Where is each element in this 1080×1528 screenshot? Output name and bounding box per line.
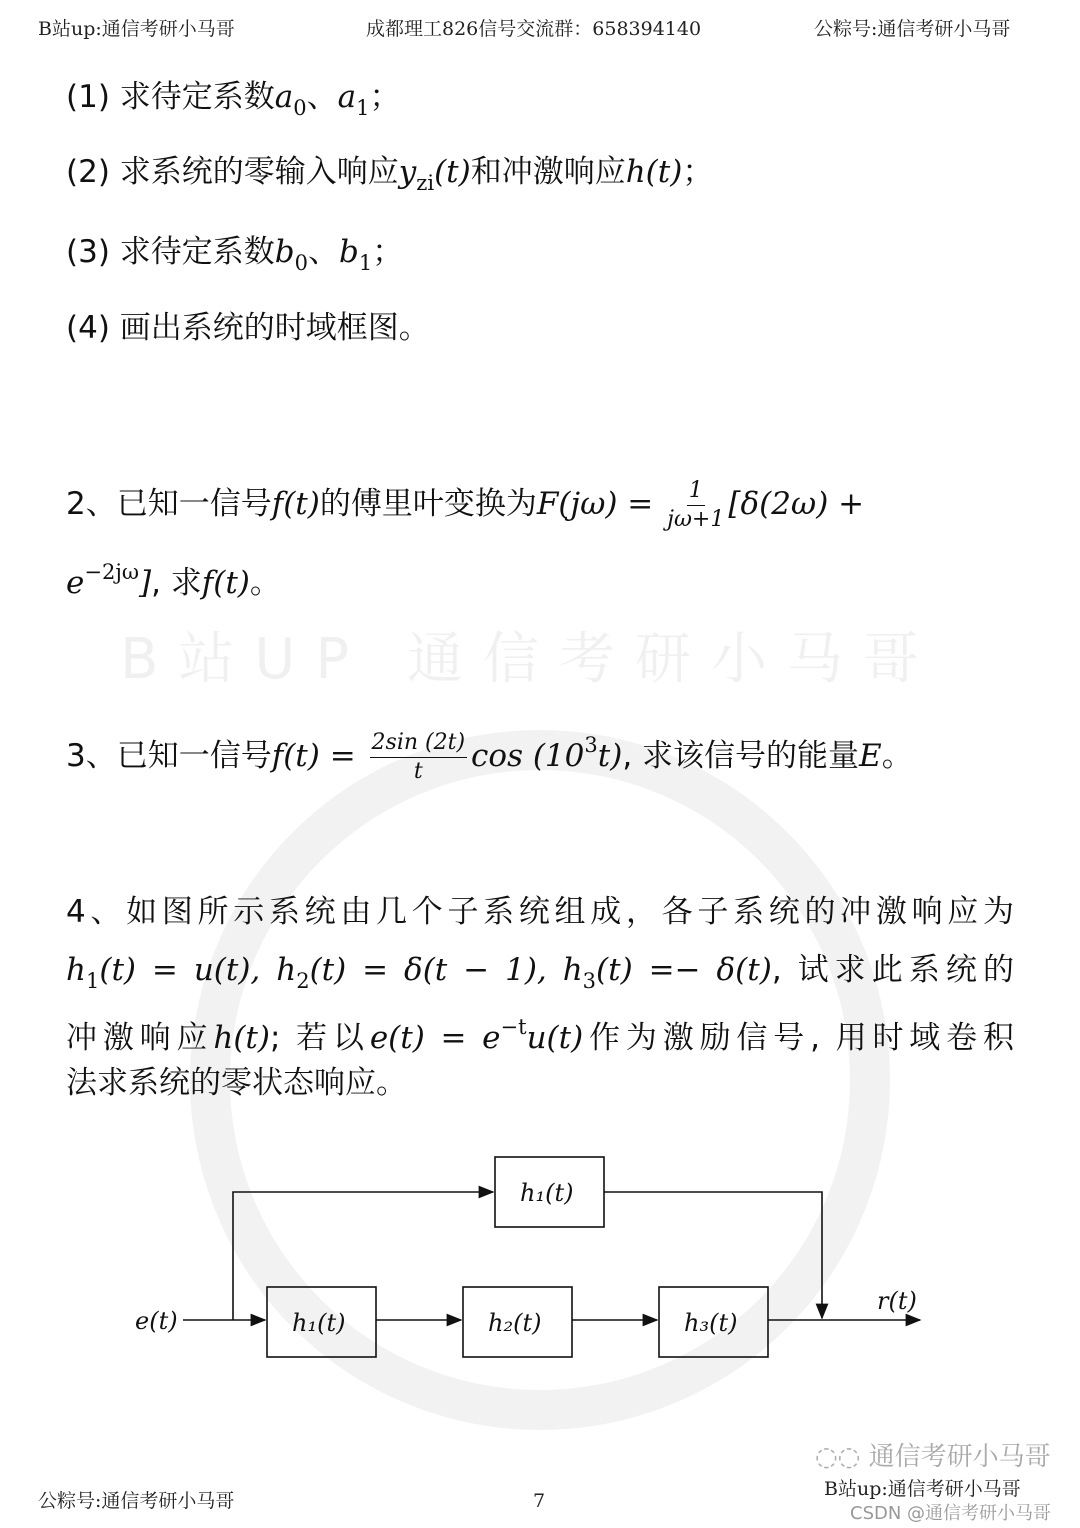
text: 3、已知一信号 xyxy=(66,738,272,774)
block-label: h₃(t) xyxy=(684,1309,738,1337)
text: 冲激响应 xyxy=(66,1020,214,1056)
text: , 试求此系统的 xyxy=(771,952,1014,988)
math: e(t) = e xyxy=(369,1020,501,1056)
denominator: jω+1 xyxy=(667,507,725,532)
text: (2) 求系统的零输入响应 xyxy=(66,154,399,190)
math: 2 xyxy=(296,969,310,993)
math: h(t) xyxy=(625,154,683,190)
math: f(t) = xyxy=(271,738,366,774)
math: 1 xyxy=(358,251,373,275)
text: 。 xyxy=(249,565,281,601)
math: E xyxy=(859,738,882,774)
text: ； xyxy=(682,154,714,190)
footer-left: 公粽号:通信考研小马哥 xyxy=(38,1490,235,1512)
numerator: 1 xyxy=(687,477,705,506)
math: 0 xyxy=(293,96,307,120)
math: 1 xyxy=(356,96,370,120)
math: a xyxy=(337,79,357,115)
top-block-label: h₁(t) xyxy=(520,1179,574,1207)
math: −t xyxy=(500,1015,527,1039)
math: [δ(2ω) + xyxy=(728,486,865,522)
csdn-watermark: CSDN @通信考研小马哥 xyxy=(850,1503,1052,1524)
wechat-icon: ◌◌ xyxy=(815,1442,869,1472)
math: a xyxy=(274,79,294,115)
block-label: h₂(t) xyxy=(488,1309,542,1337)
math: (t) = δ(t − 1), h xyxy=(309,952,583,988)
text: 法求系统的零状态响应。 xyxy=(66,1065,407,1101)
math: (t) xyxy=(434,154,471,190)
footer-right: B站up:通信考研小马哥 xyxy=(824,1478,1021,1500)
text: 。 xyxy=(881,738,913,774)
math: h xyxy=(66,952,86,988)
math: t) xyxy=(597,738,623,774)
text: ； xyxy=(372,234,404,270)
text: (1) 求待定系数 xyxy=(66,79,275,115)
header-right: 公粽号:通信考研小马哥 xyxy=(814,18,1011,40)
input-label: e(t) xyxy=(135,1307,178,1335)
text: (3) 求待定系数 xyxy=(66,234,275,270)
text: 和冲激响应 xyxy=(470,154,626,190)
text: 作为激励信号, 用时域卷积 xyxy=(583,1020,1014,1056)
text: 2、已知一信号 xyxy=(66,486,272,522)
block-label: h₁(t) xyxy=(292,1309,346,1337)
text: 、 xyxy=(308,234,339,270)
wechat-name: 通信考研小马哥 xyxy=(868,1442,1051,1472)
math: u(t) xyxy=(526,1020,584,1056)
math: 0 xyxy=(294,251,308,275)
math: b xyxy=(274,234,295,270)
math: f(t) xyxy=(201,565,250,601)
math: cos (10 xyxy=(471,738,585,774)
numerator: 2sin (2t) xyxy=(370,729,468,758)
wire-branch xyxy=(233,1192,493,1320)
math: (t) = u(t), h xyxy=(99,952,297,988)
math: e xyxy=(66,565,85,601)
math: (t) =− δ(t) xyxy=(596,952,772,988)
math: y xyxy=(398,154,417,190)
text: ; 若以 xyxy=(270,1020,370,1056)
text: (4) 画出系统的时域框图。 xyxy=(66,310,430,346)
math: h(t) xyxy=(213,1020,270,1056)
math: b xyxy=(339,234,359,270)
header-center: 成都理工826信号交流群：658394140 xyxy=(366,18,702,40)
text: ； xyxy=(369,79,401,115)
text: 的傅里叶变换为 xyxy=(319,486,537,522)
wire-top-out xyxy=(604,1192,822,1318)
text: 4、如图所示系统由几个子系统组成，各子系统的冲激响应为 xyxy=(66,894,1014,930)
math: F(jω) = xyxy=(536,486,664,522)
watermark-text: B站UP 通信考研小马哥 xyxy=(120,627,939,692)
math: 1 xyxy=(85,969,100,993)
wechat-watermark xyxy=(815,1440,1051,1474)
text: , 求 xyxy=(151,565,202,601)
header-left: B站up:通信考研小马哥 xyxy=(38,18,235,40)
text: , 求该信号的能量 xyxy=(622,738,860,774)
math: 3 xyxy=(584,733,598,757)
page-number: 7 xyxy=(533,1490,546,1512)
text: 、 xyxy=(306,79,338,115)
math: 3 xyxy=(582,969,597,993)
output-label: r(t) xyxy=(877,1287,917,1315)
denominator: t xyxy=(413,759,423,784)
math: zi xyxy=(416,171,435,195)
math: f(t) xyxy=(271,486,320,522)
math: ] xyxy=(138,565,152,601)
math: −2jω xyxy=(84,560,139,584)
